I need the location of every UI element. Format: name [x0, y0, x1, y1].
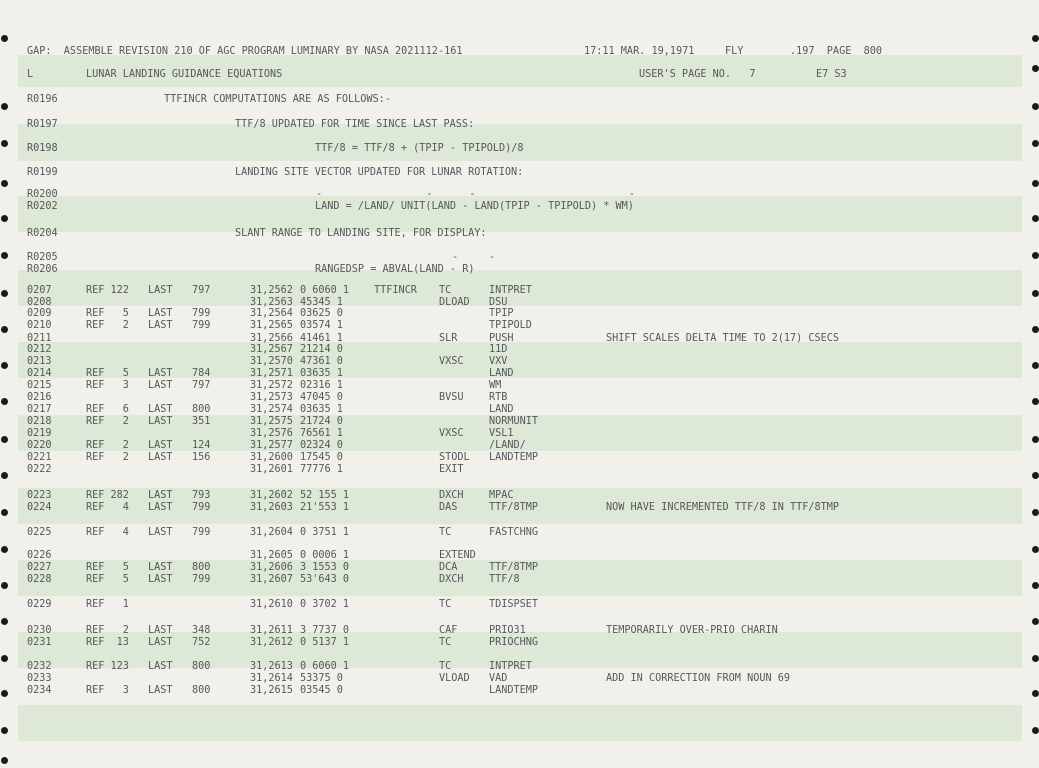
operand: MPAC: [489, 490, 514, 501]
octal-word: 3 1553 0: [300, 562, 350, 573]
line-id: R0205: [27, 252, 58, 263]
opcode: DCA: [439, 562, 458, 573]
operand: INTPRET: [489, 285, 532, 296]
program-banner: GAP: ASSEMBLE REVISION 210 OF AGC PROGRAM LUMINARY BY NASA 2021112-161: [27, 46, 463, 57]
octal-word: 0 0006 1: [300, 550, 350, 561]
code-line: [0, 599, 1039, 610]
ref-count: REF 5: [86, 574, 129, 585]
opcode: STODL: [439, 452, 470, 463]
code-line: [0, 562, 1039, 573]
ref-count: REF 5: [86, 308, 129, 319]
code-line: [0, 333, 1039, 344]
opcode: CAF: [439, 625, 458, 636]
operand: NORMUNIT: [489, 416, 539, 427]
last-page: 793: [192, 490, 211, 501]
code-line: [0, 685, 1039, 696]
line-number: 0227: [27, 562, 52, 573]
operand: TTF/8: [489, 574, 520, 585]
operand: VSL1: [489, 428, 514, 439]
octal-word: 17545 0: [300, 452, 343, 463]
code-line: [0, 464, 1039, 475]
line-id: R0206: [27, 264, 58, 275]
ref-count: REF 2: [86, 625, 129, 636]
title-line: [0, 69, 1039, 81]
operand: TPIP: [489, 308, 514, 319]
last-page: 800: [192, 562, 211, 573]
opcode: EXTEND: [439, 550, 476, 561]
operand: TTF/8TMP: [489, 562, 539, 573]
last-page: 124: [192, 440, 211, 451]
line-number: 0226: [27, 550, 52, 561]
opcode: DLOAD: [439, 297, 470, 308]
opcode: TC: [439, 599, 452, 610]
code-line: [0, 502, 1039, 513]
comment-text: - - - -: [316, 189, 635, 200]
address: 31,2606: [250, 562, 293, 573]
comment-line: [0, 167, 1039, 178]
octal-word: 77776 1: [300, 464, 343, 475]
comment-line: [0, 189, 1039, 200]
code-line: [0, 392, 1039, 403]
section-title: LUNAR LANDING GUIDANCE EQUATIONS: [86, 69, 283, 80]
ref-count: REF 13: [86, 637, 129, 648]
octal-word: 0 3751 1: [300, 527, 350, 538]
operand: LAND: [489, 404, 514, 415]
line-number: 0213: [27, 356, 52, 367]
address: 31,2563: [250, 297, 293, 308]
tractor-hole: [1032, 727, 1039, 734]
address: 31,2615: [250, 685, 293, 696]
last-label: LAST: [148, 490, 173, 501]
tractor-hole: [1032, 215, 1039, 222]
address: 31,2574: [250, 404, 293, 415]
octal-word: 03625 0: [300, 308, 343, 319]
line-number: 0217: [27, 404, 52, 415]
code-line: [0, 297, 1039, 308]
octal-word: 53'643 0: [300, 574, 350, 585]
code-line: [0, 452, 1039, 463]
tractor-hole: [1032, 35, 1039, 42]
octal-word: 0 3702 1: [300, 599, 350, 610]
last-page: 800: [192, 661, 211, 672]
page-header: [0, 46, 1039, 58]
line-number: 0216: [27, 392, 52, 403]
last-label: LAST: [148, 562, 173, 573]
comment-text: TTF/8 UPDATED FOR TIME SINCE LAST PASS:: [235, 119, 475, 130]
address: 31,2602: [250, 490, 293, 501]
address: 31,2575: [250, 416, 293, 427]
octal-word: 76561 1: [300, 428, 343, 439]
octal-word: 45345 1: [300, 297, 343, 308]
ref-count: REF 5: [86, 562, 129, 573]
code-line: [0, 368, 1039, 379]
ref-count: REF 2: [86, 440, 129, 451]
line-number: 0208: [27, 297, 52, 308]
tractor-hole: [1, 180, 8, 187]
address: 31,2600: [250, 452, 293, 463]
opcode: DXCH: [439, 490, 464, 501]
comment-text: LANDING SITE VECTOR UPDATED FOR LUNAR ROTATION:: [235, 167, 524, 178]
last-page: 799: [192, 320, 211, 331]
address: 31,2562: [250, 285, 293, 296]
code-line: [0, 308, 1039, 319]
comment-line: [0, 201, 1039, 212]
ref-count: REF 122: [86, 285, 129, 296]
octal-word: 53375 0: [300, 673, 343, 684]
tractor-hole: [1032, 618, 1039, 625]
last-page: 799: [192, 574, 211, 585]
code-line: [0, 625, 1039, 636]
address: 31,2564: [250, 308, 293, 319]
line-id: R0204: [27, 228, 58, 239]
operand: PRIOCHNG: [489, 637, 539, 648]
last-label: LAST: [148, 320, 173, 331]
section-code: E7 S3: [816, 69, 847, 80]
opcode: VXSC: [439, 356, 464, 367]
last-label: LAST: [148, 527, 173, 538]
octal-word: 21'553 1: [300, 502, 350, 513]
tractor-hole: [1, 618, 8, 625]
line-id: R0202: [27, 201, 58, 212]
octal-word: 03545 0: [300, 685, 343, 696]
ref-count: REF 3: [86, 380, 129, 391]
address: 31,2573: [250, 392, 293, 403]
line-number: 0230: [27, 625, 52, 636]
address: 31,2610: [250, 599, 293, 610]
octal-word: 03574 1: [300, 320, 343, 331]
comment-text: SLANT RANGE TO LANDING SITE, FOR DISPLAY:: [235, 228, 487, 239]
address: 31,2566: [250, 333, 293, 344]
last-label: LAST: [148, 502, 173, 513]
opcode: TC: [439, 527, 452, 538]
octal-word: 02324 0: [300, 440, 343, 451]
opcode: TC: [439, 285, 452, 296]
last-label: LAST: [148, 308, 173, 319]
operand: WM: [489, 380, 502, 391]
last-label: LAST: [148, 661, 173, 672]
line-number: 0229: [27, 599, 52, 610]
octal-word: 21214 0: [300, 344, 343, 355]
operand: 11D: [489, 344, 508, 355]
code-line: [0, 416, 1039, 427]
operand: TDISPSET: [489, 599, 539, 610]
comment-line: [0, 228, 1039, 239]
ref-count: REF 6: [86, 404, 129, 415]
opcode: TC: [439, 661, 452, 672]
ref-count: REF 5: [86, 368, 129, 379]
address: 31,2604: [250, 527, 293, 538]
address: 31,2565: [250, 320, 293, 331]
octal-word: 0 6060 1: [300, 661, 350, 672]
ref-count: REF 4: [86, 527, 129, 538]
address: 31,2611: [250, 625, 293, 636]
code-line: [0, 673, 1039, 684]
print-datetime: 17:11 MAR. 19,1971: [584, 46, 695, 57]
address: 31,2577: [250, 440, 293, 451]
comment-text: TTFINCR COMPUTATIONS ARE AS FOLLOWS:-: [164, 94, 391, 105]
line-number: 0232: [27, 661, 52, 672]
last-label: LAST: [148, 574, 173, 585]
code-line: [0, 344, 1039, 355]
comment-text: TTF/8 = TTF/8 + (TPIP - TPIPOLD)/8: [315, 143, 524, 154]
operand: INTPRET: [489, 661, 532, 672]
opcode: TC: [439, 637, 452, 648]
line-number: 0222: [27, 464, 52, 475]
ref-count: REF 4: [86, 502, 129, 513]
tractor-hole: [1032, 180, 1039, 187]
code-line: [0, 574, 1039, 585]
opcode: VLOAD: [439, 673, 470, 684]
last-label: LAST: [148, 368, 173, 379]
last-label: LAST: [148, 637, 173, 648]
address: 31,2607: [250, 574, 293, 585]
last-page: 799: [192, 527, 211, 538]
comment-line: [0, 94, 1039, 105]
fly-label: FLY: [725, 46, 744, 57]
line-number: 0207: [27, 285, 52, 296]
operand: LANDTEMP: [489, 685, 539, 696]
octal-word: 41461 1: [300, 333, 343, 344]
octal-word: 0 5137 1: [300, 637, 350, 648]
operand: TPIPOLD: [489, 320, 532, 331]
octal-word: 52 155 1: [300, 490, 350, 501]
last-label: LAST: [148, 452, 173, 463]
ref-count: REF 2: [86, 416, 129, 427]
comment-text: - -: [452, 252, 495, 263]
line-comment: SHIFT SCALES DELTA TIME TO 2(17) CSECS: [606, 333, 840, 344]
section-mark: L: [27, 69, 34, 80]
code-line: [0, 428, 1039, 439]
line-number: 0214: [27, 368, 52, 379]
comment-text: RANGEDSP = ABVAL(LAND - R): [315, 264, 475, 275]
symbol-label: TTFINCR: [374, 285, 417, 296]
address: 31,2572: [250, 380, 293, 391]
octal-word: 03635 1: [300, 368, 343, 379]
line-id: R0199: [27, 167, 58, 178]
tractor-hole: [1, 727, 8, 734]
line-number: 0210: [27, 320, 52, 331]
line-number: 0224: [27, 502, 52, 513]
address: 31,2613: [250, 661, 293, 672]
address: 31,2605: [250, 550, 293, 561]
operand: /LAND/: [489, 440, 526, 451]
opcode: DXCH: [439, 574, 464, 585]
last-page: 800: [192, 685, 211, 696]
line-comment: NOW HAVE INCREMENTED TTF/8 IN TTF/8TMP: [606, 502, 840, 513]
last-label: LAST: [148, 380, 173, 391]
line-number: 0234: [27, 685, 52, 696]
ref-count: REF 2: [86, 320, 129, 331]
line-number: 0231: [27, 637, 52, 648]
code-line: [0, 527, 1039, 538]
address: 31,2612: [250, 637, 293, 648]
operand: RTB: [489, 392, 508, 403]
line-number: 0219: [27, 428, 52, 439]
octal-word: 0 6060 1: [300, 285, 350, 296]
last-label: LAST: [148, 416, 173, 427]
tractor-hole: [1, 215, 8, 222]
line-id: R0196: [27, 94, 58, 105]
opcode: VXSC: [439, 428, 464, 439]
octal-word: 02316 1: [300, 380, 343, 391]
last-page: 351: [192, 416, 211, 427]
operand: DSU: [489, 297, 508, 308]
line-id: R0197: [27, 119, 58, 130]
line-number: 0225: [27, 527, 52, 538]
last-page: 156: [192, 452, 211, 463]
code-line: [0, 637, 1039, 648]
last-page: 799: [192, 308, 211, 319]
code-line: [0, 550, 1039, 561]
line-number: 0218: [27, 416, 52, 427]
address: 31,2571: [250, 368, 293, 379]
opcode: SLR: [439, 333, 458, 344]
line-number: 0228: [27, 574, 52, 585]
code-line: [0, 440, 1039, 451]
last-label: LAST: [148, 440, 173, 451]
line-number: 0215: [27, 380, 52, 391]
last-label: LAST: [148, 625, 173, 636]
users-page-number: USER'S PAGE NO. 7: [639, 69, 756, 80]
line-number: 0233: [27, 673, 52, 684]
line-number: 0220: [27, 440, 52, 451]
comment-line: [0, 119, 1039, 130]
last-label: LAST: [148, 685, 173, 696]
address: 31,2601: [250, 464, 293, 475]
last-label: LAST: [148, 285, 173, 296]
line-number: 0212: [27, 344, 52, 355]
opcode: EXIT: [439, 464, 464, 475]
octal-word: 21724 0: [300, 416, 343, 427]
comment-line: [0, 143, 1039, 154]
line-number: 0223: [27, 490, 52, 501]
line-id: R0200: [27, 189, 58, 200]
last-page: 800: [192, 404, 211, 415]
last-page: 348: [192, 625, 211, 636]
last-label: LAST: [148, 404, 173, 415]
comment-line: [0, 264, 1039, 275]
operand: LANDTEMP: [489, 452, 539, 463]
code-line: [0, 320, 1039, 331]
operand: VAD: [489, 673, 508, 684]
operand: FASTCHNG: [489, 527, 539, 538]
green-bar: [18, 705, 1022, 741]
opcode: DAS: [439, 502, 458, 513]
comment-text: LAND = /LAND/ UNIT(LAND - LAND(TPIP - TPIPOLD) * WM): [315, 201, 634, 212]
address: 31,2567: [250, 344, 293, 355]
code-line: [0, 285, 1039, 296]
operand: TTF/8TMP: [489, 502, 539, 513]
ref-count: REF 123: [86, 661, 129, 672]
ref-count: REF 1: [86, 599, 129, 610]
line-comment: TEMPORARILY OVER-PRIO CHARIN: [606, 625, 778, 636]
page-number: .197 PAGE 800: [790, 46, 883, 57]
code-line: [0, 404, 1039, 415]
tractor-hole: [1, 757, 8, 764]
operand: PRIO31: [489, 625, 526, 636]
operand: LAND: [489, 368, 514, 379]
line-id: R0198: [27, 143, 58, 154]
operand: PUSH: [489, 333, 514, 344]
line-comment: ADD IN CORRECTION FROM NOUN 69: [606, 673, 791, 684]
last-page: 797: [192, 285, 211, 296]
last-page: 752: [192, 637, 211, 648]
tractor-hole: [1, 35, 8, 42]
line-number: 0209: [27, 308, 52, 319]
operand: VXV: [489, 356, 508, 367]
octal-word: 47045 0: [300, 392, 343, 403]
line-number: 0211: [27, 333, 52, 344]
ref-count: REF 2: [86, 452, 129, 463]
comment-line: [0, 252, 1039, 263]
address: 31,2576: [250, 428, 293, 439]
code-line: [0, 490, 1039, 501]
octal-word: 47361 0: [300, 356, 343, 367]
code-line: [0, 380, 1039, 391]
opcode: BVSU: [439, 392, 464, 403]
ref-count: REF 3: [86, 685, 129, 696]
octal-word: 03635 1: [300, 404, 343, 415]
code-line: [0, 661, 1039, 672]
last-page: 799: [192, 502, 211, 513]
ref-count: REF 282: [86, 490, 129, 501]
address: 31,2603: [250, 502, 293, 513]
last-page: 784: [192, 368, 211, 379]
address: 31,2570: [250, 356, 293, 367]
line-number: 0221: [27, 452, 52, 463]
address: 31,2614: [250, 673, 293, 684]
octal-word: 3 7737 0: [300, 625, 350, 636]
last-page: 797: [192, 380, 211, 391]
code-line: [0, 356, 1039, 367]
